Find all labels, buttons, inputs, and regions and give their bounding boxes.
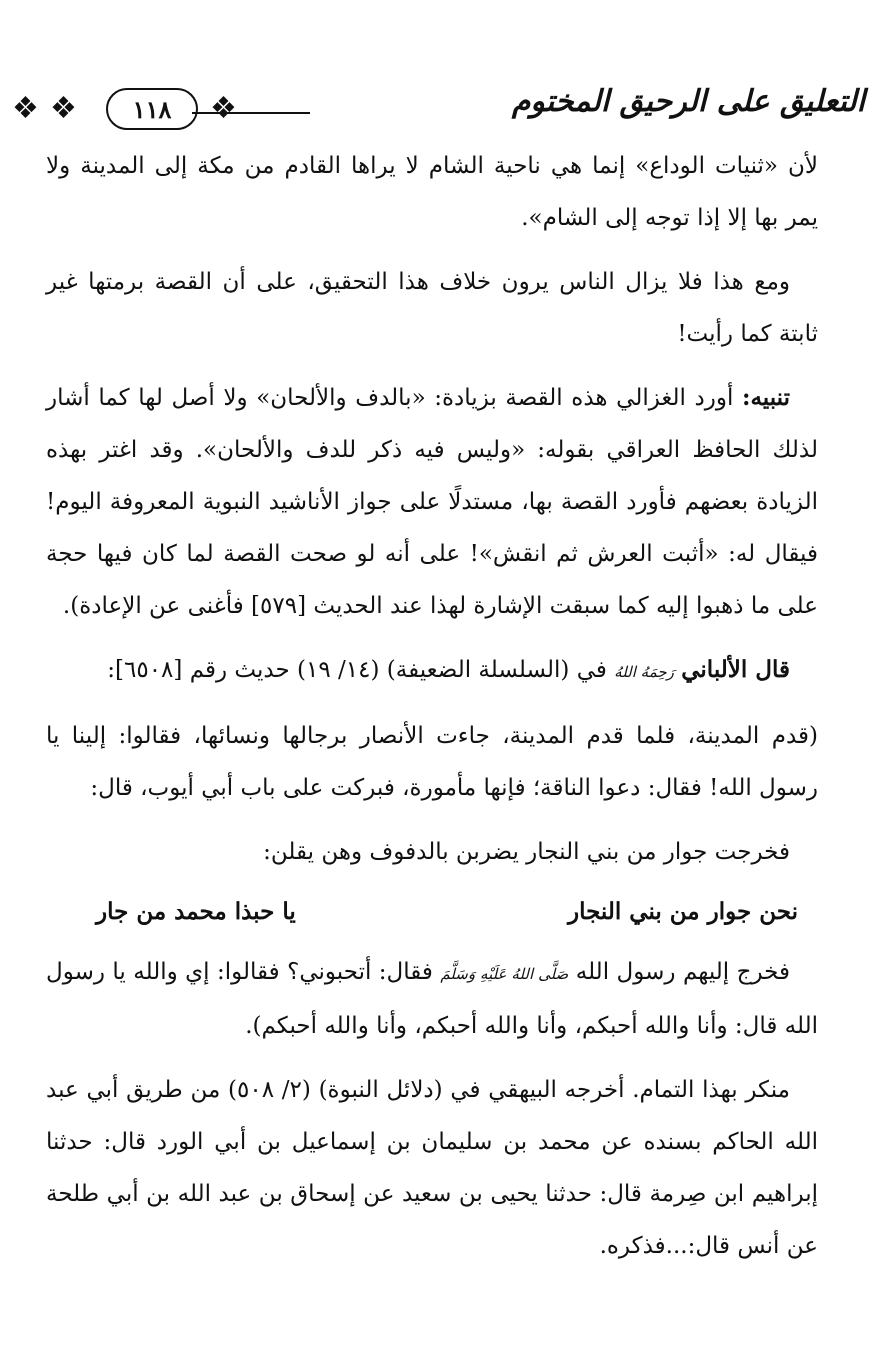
page-number: ١١٨ [106, 88, 198, 130]
paragraph: فخرجت جوار من بني النجار يضربن بالدفوف وهن يقلن: [263, 839, 790, 865]
hadith-paragraph: (قدم المدينة، فلما قدم المدينة، جاءت الأنصار برجالها ونسائها، فقالوا: إلينا يا رسول الله! فقال: دعوا الناقة؛ فإنها مأمورة، فبركت على باب أبي أيوب، قال: [46, 723, 818, 801]
paragraph: ومع هذا فلا يزال الناس يرون خلاف هذا التحقيق، على أن القصة برمتها غير ثابتة كما رأيت! [46, 269, 818, 347]
running-title: التعليق على الرحيق المختوم [511, 84, 865, 119]
author-name: قال الألباني [681, 656, 790, 683]
paragraph-text: فقال: أتحبوني؟ فقالوا: إي والله يا رسول الله قال: وأنا والله أحبكم، وأنا والله أحبكم، وأنا والله أحبكم). [46, 959, 818, 1039]
paragraph: منكر بهذا التمام. أخرجه البيهقي في (دلائل النبوة) (٢/ ٥٠٨) من طريق أبي عبد الله الحاكم بسنده عن محمد بن سليمان بن إسماعيل بن أبي الورد قال: حدثنا إبراهيم ابن صِرمة قال: حدثنا يحيى بن سعيد عن إسحاق بن عبد الله بن أبي طلحة عن أنس قال:...فذكره. [46, 1077, 818, 1259]
note-text: أورد الغزالي هذه القصة بزيادة: «بالدف والألحان» ولا أصل لها كما أشار لذلك الحافظ العراقي بقوله: «وليس فيه ذكر للدف والألحان». وقد اغتر بهذه الزيادة بعضهم فأورد القصة بها، مستدلًا على جواز الأناشيد النبوية المعروفة اليوم! فيقال له: «أثبت العرش ثم انقش»! على أنه لو صحت القصة لما كان فيها حجة على ما ذهبوا إليه كما سبقت الإشارة لهذا عند الحديث [٥٧٩] فأغنى عن الإعادة). [46, 385, 818, 619]
honorific-text: رَحِمَهُ اللهُ [614, 663, 674, 681]
ornament-icon: ❖ [50, 91, 77, 126]
poem-hemistich-left: يا حبذا محمد من جار [96, 898, 296, 925]
citation-text: في (السلسلة الضعيفة) (١٤/ ١٩) حديث رقم [٦٥٠٨]: [107, 657, 615, 683]
note-label: تنبيه: [741, 384, 790, 411]
paragraph: لأن «ثنيات الوداع» إنما هي ناحية الشام لا يراها القادم من مكة إلى المدينة ولا يمر بها إلا إذا توجه إلى الشام». [46, 153, 818, 231]
honorific-text: صَلَّى اللهُ عَلَيْهِ وَسَلَّمَ [440, 965, 569, 983]
page-header [10, 72, 865, 142]
poem-hemistich-right: نحن جوار من بني النجار [567, 898, 798, 925]
poem-verse [46, 886, 818, 938]
paragraph [46, 946, 818, 1052]
paragraph-text: فخرج إليهم رسول الله [575, 959, 791, 985]
ornament-icon: ❖ [12, 91, 39, 126]
ornament-icon: ❖ [210, 91, 237, 126]
citation-heading [46, 644, 818, 698]
page-body [46, 140, 818, 1284]
note-paragraph [46, 372, 818, 632]
